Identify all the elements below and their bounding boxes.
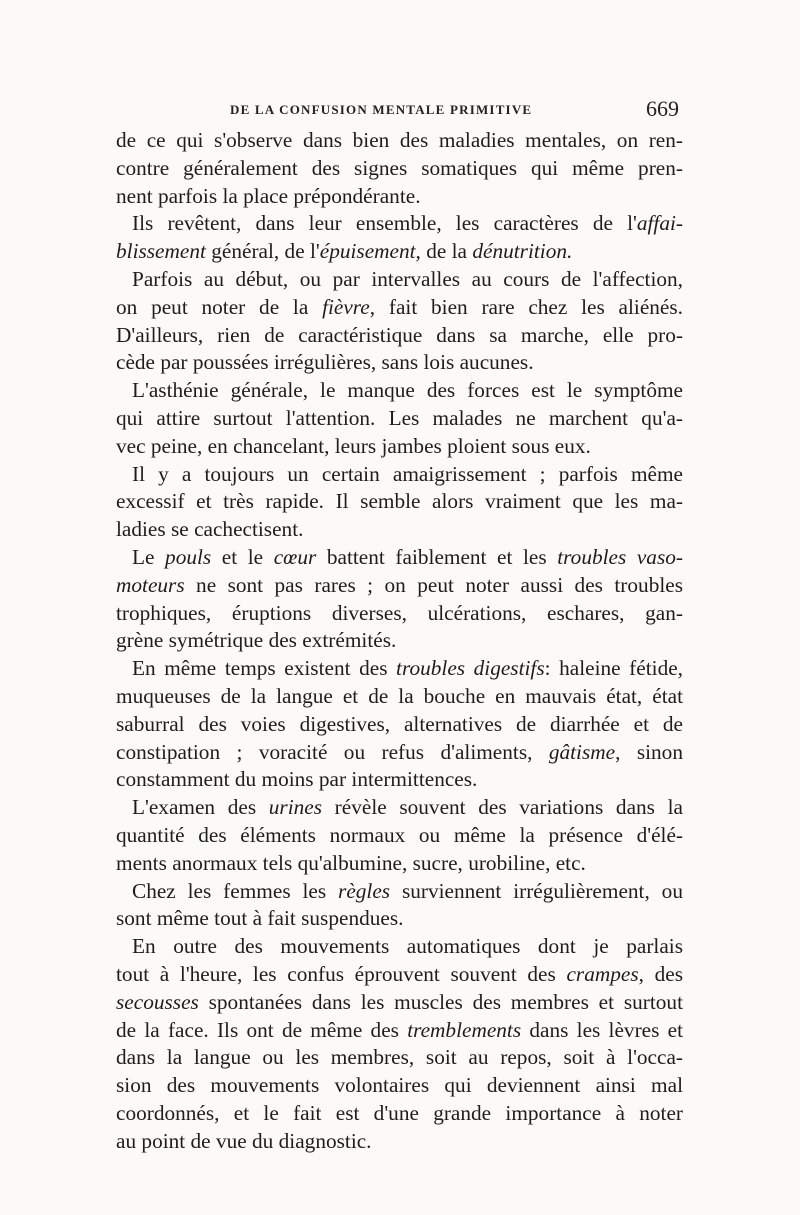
text-run: surviennent irrégulièrement, ou (390, 878, 683, 903)
italic-term: blissement (116, 239, 206, 264)
text-run: vec peine, en chancelant, leurs jambes ploient sous eux. (116, 433, 591, 458)
text-line (116, 127, 683, 155)
text-run: coordonnés, et le fait est d'une grande importance à noter (116, 1100, 683, 1125)
text-line (116, 905, 683, 933)
text-run: sont même tout à fait suspendues. (116, 906, 404, 931)
text-line (116, 600, 683, 628)
text-line (116, 1100, 683, 1128)
text-run: tout à l'heure, les confus éprouvent souvent des (116, 961, 567, 986)
text-line (116, 627, 683, 655)
text-run: L'asthénie générale, le manque des forces est le symptôme (132, 378, 683, 403)
italic-term: gâtisme (548, 739, 616, 764)
text-line (116, 878, 683, 906)
text-line (116, 711, 683, 739)
text-run: qui attire surtout l'attention. Les malades ne marchent qu'a- (116, 405, 683, 430)
text-line (116, 183, 683, 211)
text-run: En outre des mouvements automatiques dont je parlais (132, 934, 683, 959)
text-run: D'ailleurs, rien de caractéristique dans sa marche, elle pro- (116, 322, 683, 347)
text-line (116, 1017, 683, 1045)
text-line (116, 572, 683, 600)
text-line (116, 655, 683, 683)
text-line (116, 155, 683, 183)
italic-term: crampes (566, 961, 639, 986)
text-run: battent faiblement et les (316, 544, 558, 569)
italic-term: règles (338, 878, 391, 903)
italic-term: moteurs (116, 572, 185, 597)
text-line (116, 210, 683, 238)
text-line (116, 405, 683, 433)
text-line (116, 961, 683, 989)
italic-term: affai- (636, 211, 683, 236)
italic-term: épuisement, (319, 239, 421, 264)
italic-term: dénutrition. (472, 239, 573, 264)
text-run: , des (638, 961, 683, 986)
italic-term: urines (268, 795, 323, 820)
text-run: quantité des éléments normaux ou même la présence d'élé- (116, 822, 683, 847)
text-line (116, 766, 683, 794)
paragraph (116, 266, 683, 377)
text-run: : haleine fétide, (544, 656, 683, 681)
text-line (116, 933, 683, 961)
text-run: de la face. Ils ont de même des (116, 1017, 408, 1042)
text-run: sion des mouvements volontaires qui deviennent ainsi mal (116, 1073, 683, 1098)
text-line (116, 683, 683, 711)
text-line (116, 349, 683, 377)
paragraph (116, 544, 683, 655)
text-run: trophiques, éruptions diverses, ulcérations, eschares, gan- (116, 600, 683, 625)
text-line (116, 433, 683, 461)
text-line (116, 266, 683, 294)
text-run: muqueuses de la langue et de la bouche en mauvais état, état (116, 683, 683, 708)
text-run: contre généralement des signes somatiques qui même pren- (116, 155, 683, 180)
text-run: ments anormaux tels qu'albumine, sucre, urobiline, etc. (116, 850, 586, 875)
italic-term: troubles digestifs (396, 656, 545, 681)
italic-term: fièvre (322, 294, 370, 319)
text-line (116, 544, 683, 572)
text-run: Ils revêtent, dans leur ensemble, les caractères de l' (132, 211, 637, 236)
text-line (116, 739, 683, 767)
text-run: En même temps existent des (132, 656, 397, 681)
text-run: dans les lèvres et (521, 1017, 684, 1042)
text-run: , sinon (615, 739, 683, 764)
text-line (116, 322, 683, 350)
paragraph (116, 127, 683, 210)
text-run: constipation ; voracité ou refus d'aliments, (116, 739, 549, 764)
italic-term: pouls (165, 544, 212, 569)
text-run: de ce qui s'observe dans bien des maladies mentales, on ren- (116, 128, 683, 152)
text-line (116, 461, 683, 489)
text-run: ladies se cachectisent. (116, 517, 304, 542)
text-run: spontanées dans les muscles des membres et surtout (198, 989, 683, 1014)
text-line (116, 989, 683, 1017)
text-run: au point de vue du diagnostic. (116, 1128, 372, 1153)
text-run: général, de l' (205, 239, 320, 264)
paragraph (116, 377, 683, 460)
text-run: cède par poussées irrégulières, sans lois aucunes. (116, 350, 534, 375)
text-run: Chez les femmes les (132, 878, 339, 903)
text-run: ne sont pas rares ; on peut noter aussi des troubles (184, 572, 683, 597)
text-line (116, 488, 683, 516)
text-line (116, 294, 683, 322)
text-run: grène symétrique des extrémités. (116, 628, 397, 653)
text-run: nent parfois la place prépondérante. (116, 183, 421, 208)
italic-term: cœur (273, 544, 317, 569)
running-title: DE LA CONFUSION MENTALE PRIMITIVE (230, 102, 533, 117)
text-line (116, 1128, 683, 1156)
text-line (116, 516, 683, 544)
text-run: Parfois au début, ou par intervalles au cours de l'affection, (132, 266, 683, 291)
italic-term: secousses (116, 989, 199, 1014)
text-run: excessif et très rapide. Il semble alors vraiment que les ma- (116, 489, 683, 514)
paragraph (116, 210, 683, 266)
text-run: de la (420, 239, 473, 264)
text-run: révèle souvent des variations dans la (322, 795, 683, 820)
text-run: Il y a toujours un certain amaigrissement ; parfois même (132, 461, 683, 486)
text-run: dans la langue ou les membres, soit au repos, soit à l'occa- (116, 1045, 683, 1070)
paragraph (116, 933, 683, 1155)
running-head (116, 96, 683, 126)
text-line (116, 794, 683, 822)
text-line (116, 850, 683, 878)
page-number: 669 (646, 96, 679, 121)
italic-term: tremblements (407, 1017, 522, 1042)
text-run: et le (211, 544, 274, 569)
text-run: saburral des voies digestives, alternatives de diarrhée et de (116, 711, 683, 736)
text-run: on peut noter de la (116, 294, 323, 319)
text-run: constamment du moins par intermittences. (116, 767, 478, 792)
text-line (116, 822, 683, 850)
paragraph (116, 794, 683, 877)
italic-term: troubles vaso- (557, 544, 683, 569)
text-line (116, 1044, 683, 1072)
text-run: , fait bien rare chez les aliénés. (369, 294, 683, 319)
paragraph (116, 878, 683, 934)
text-line (116, 1072, 683, 1100)
text-line (116, 377, 683, 405)
text-run: L'examen des (132, 795, 269, 820)
body-text (116, 127, 683, 1155)
paragraph (116, 461, 683, 544)
paragraph (116, 655, 683, 794)
text-line (116, 238, 683, 266)
text-run: Le (132, 544, 166, 569)
